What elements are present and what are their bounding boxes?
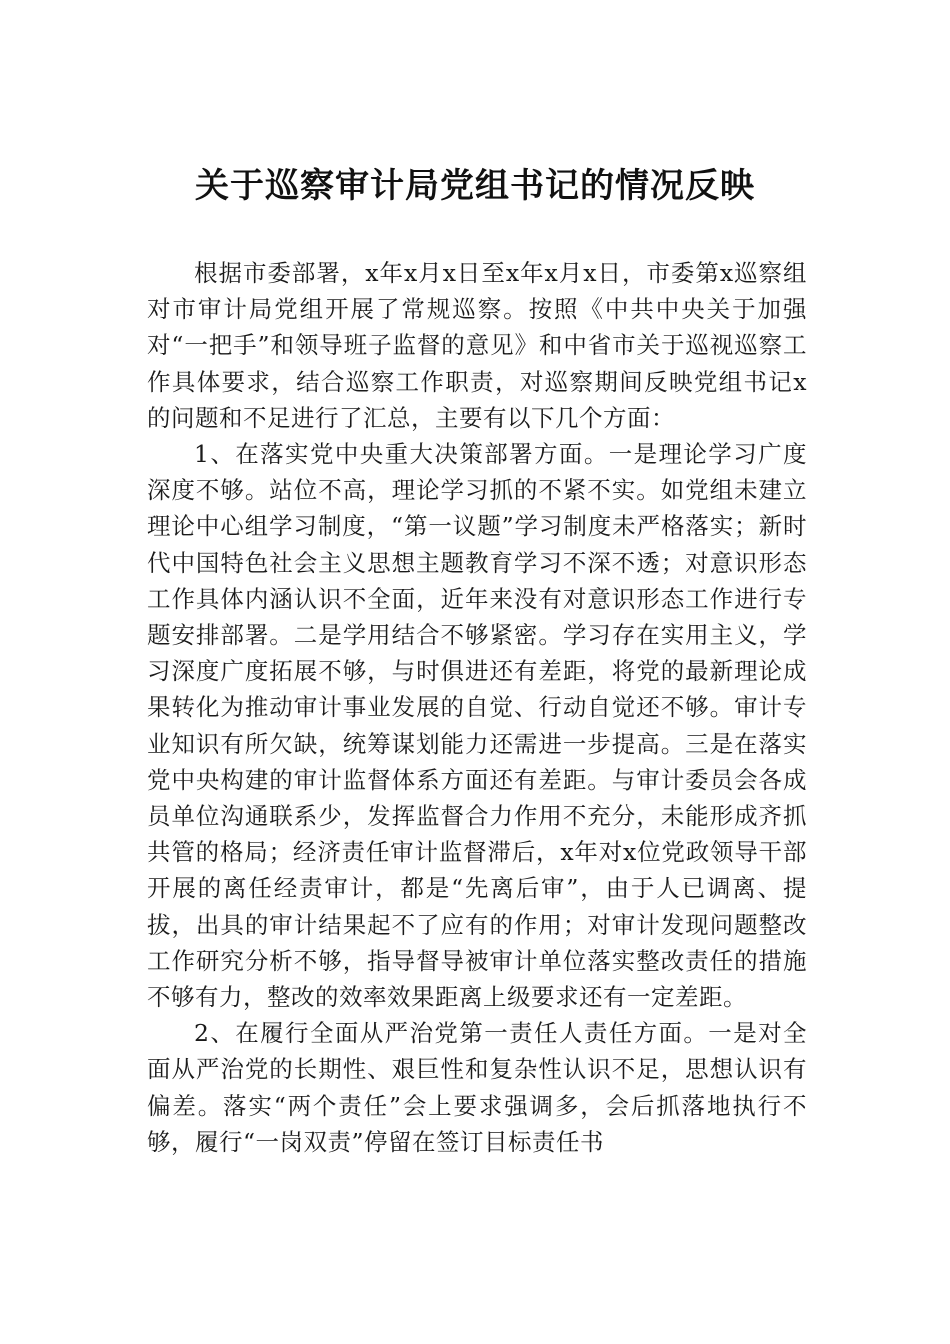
paragraph-section-1: 1、在落实党中央重大决策部署方面。一是理论学习广度深度不够。站位不高，理论学习抓的不紧不实。如党组未建立理论中心组学习制度，“第一议题”学习制度未严格落实；新时代中国特色社会主义思想主题教育学习不深不透；对意识形态工作具体内涵认识不全面，近年来没有对意识形态工作进行专题安排部署。二是学用结合不够紧密。学习存在实用主义，学习深度广度拓展不够，与时俱进还有差距，将党的最新理论成果转化为推动审计事业发展的自觉、行动自觉还不够。审计专业知识有所欠缺，统筹谋划能力还需进一步提高。三是在落实党中央构建的审计监督体系方面还有差距。与审计委员会各成员单位沟通联系少，发挥监督合力作用不充分，未能形成齐抓共管的格局；经济责任审计监督滞后，x年对x位党政领导干部开展的离任经责审计，都是“先离后审”，由于人已调离、提拔，出具的审计结果起不了应有的作用；对审计发现问题整改工作研究分析不够，指导督导被审计单位落实整改责任的措施不够有力，整改的效率效果距离上级要求还有一定差距。	[147, 440, 807, 1012]
document-title: 关于巡察审计局党组书记的情况反映	[195, 166, 755, 206]
paragraph-section-2: 2、在履行全面从严治党第一责任人责任方面。一是对全面从严治党的长期性、艰巨性和复杂性认识不足，思想认识有偏差。落实“两个责任”会上要求强调多，会后抓落地执行不够，履行“一岗双责”停留在签订目标责任书	[147, 1019, 807, 1156]
document-body	[147, 255, 807, 1160]
paragraph-intro: 根据市委部署，x年x月x日至x年x月x日，市委第x巡察组对市审计局党组开展了常规巡察。按照《中共中央关于加强对“一把手”和领导班子监督的意见》和中省市关于巡视巡察工作具体要求，结合巡察工作职责，对巡察期间反映党组书记x的问题和不足进行了汇总，主要有以下几个方面：	[147, 259, 807, 432]
